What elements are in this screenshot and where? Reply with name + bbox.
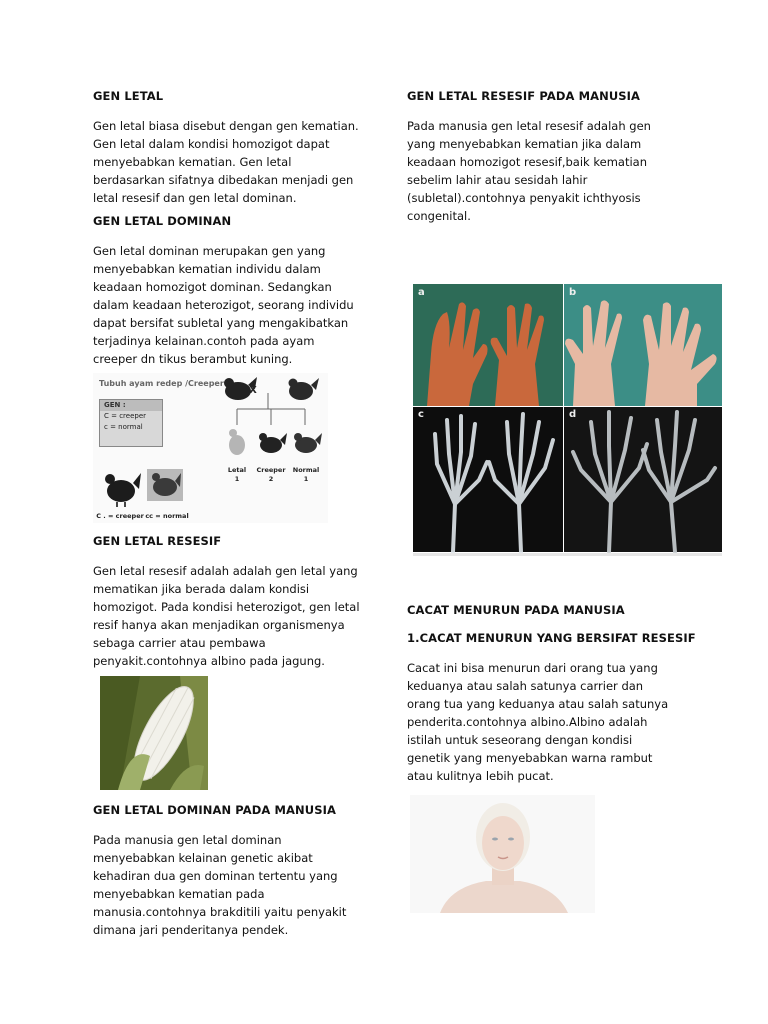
label-creeper-count: 2 xyxy=(268,475,274,483)
section-gen-letal-dominan-manusia xyxy=(93,803,383,939)
panel-label-d: d xyxy=(569,409,577,420)
text-line: mematikan jika berada dalam kondisi xyxy=(93,582,310,596)
panel-label-c: c xyxy=(418,409,424,420)
label-letal: Letal xyxy=(227,466,247,474)
section-gen-letal-resesif xyxy=(93,534,383,670)
panel-label-a: a xyxy=(418,287,425,298)
label-normal: Normal xyxy=(292,466,320,474)
text-line: dimana jari penderitanya pendek. xyxy=(93,923,289,937)
figure-title: Tubuh ayam redep /Creeper xyxy=(99,379,224,388)
gen-normal: c = normal xyxy=(104,423,143,431)
offspring-letal xyxy=(229,429,245,455)
label-normal-count: 1 xyxy=(303,475,309,483)
text-line: kehadiran dua gen dominan tertentu yang xyxy=(93,869,338,883)
chicken-diagram-svg xyxy=(93,373,328,523)
text-line: menyebabkan kematian. Gen letal xyxy=(93,155,292,169)
text-line: penyakit.contohnya albino pada jagung. xyxy=(93,654,325,668)
text-line: (subletal).contohnya penyakit ichthyosis xyxy=(407,191,641,205)
offspring-normal xyxy=(294,433,322,453)
albino-person-photo xyxy=(410,795,595,913)
text-line: menyebabkan kematian pada xyxy=(93,887,265,901)
text-line: sebaga carrier atau pembawa xyxy=(93,636,266,650)
heading-gen-letal-dominan: GEN LETAL DOMINAN xyxy=(93,214,232,228)
parent-chicken-right xyxy=(289,378,320,400)
text-line: orang tua yang keduanya atau salah satunya xyxy=(407,697,669,711)
text-line: Pada manusia gen letal resesif adalah gen xyxy=(407,119,651,133)
text-line: yang menyebabkan kematian jika dalam xyxy=(407,137,642,151)
section-gen-letal xyxy=(93,89,383,207)
text-line: keadaan homozigot resesif,baik kematian xyxy=(407,155,647,169)
creeper-chicken-figure xyxy=(93,373,328,523)
label-letal-count: 1 xyxy=(234,475,240,483)
heading-cacat-menurun: CACAT MENURUN PADA MANUSIA xyxy=(407,603,625,617)
text-line: genetik yang menyebabkan warna rambut xyxy=(407,751,653,765)
text-line: Gen letal dominan merupakan gen yang xyxy=(93,244,326,258)
text-line: penderita.contohnya albino.Albino adalah xyxy=(407,715,648,729)
corn-svg xyxy=(100,676,208,790)
bottom-chicken-creeper xyxy=(105,473,141,507)
panel-label-b: b xyxy=(569,287,577,298)
text-line: letal resesif dan gen letal dominan. xyxy=(93,191,297,205)
section-gen-letal-resesif-manusia xyxy=(407,89,707,225)
heading-gen-letal-resesif: GEN LETAL RESESIF xyxy=(93,534,222,548)
text-line: homozigot. Pada kondisi heterozigot, gen letal xyxy=(93,600,360,614)
text-line: keadaan homozigot dominan. Sedangkan xyxy=(93,280,332,294)
text-line: dalam keadaan heterozigot, seorang individu xyxy=(93,298,354,312)
text-line: atau kulitnya lebih pucat. xyxy=(407,769,554,783)
text-line: menyebabkan kematian individu dalam xyxy=(93,262,321,276)
heading-gen-letal: GEN LETAL xyxy=(93,89,164,103)
text-line: keduanya atau salah satunya carrier dan xyxy=(407,679,644,693)
text-line: sebelim lahir atau sesidah lahir xyxy=(407,173,588,187)
section-cacat-menurun xyxy=(407,603,707,785)
label-c-creeper: C . = creeper xyxy=(96,512,144,520)
text-line: berdasarkan sifatnya dibedakan menjadi gen xyxy=(93,173,354,187)
text-line: Cacat ini bisa menurun dari orang tua yang xyxy=(407,661,658,675)
text-line: Gen letal biasa disebut dengan gen kematian. xyxy=(93,119,359,133)
albino-corn-photo xyxy=(100,676,208,790)
text-line: resif hanya akan menjadikan organismenya xyxy=(93,618,345,632)
text-line: manusia.contohnya brakditili yaitu penyakit xyxy=(93,905,347,919)
subheading-cacat-resesif: 1.CACAT MENURUN YANG BERSIFAT RESESIF xyxy=(407,631,696,645)
hands-svg xyxy=(413,284,722,556)
text-line: istilah untuk seseorang dengan kondisi xyxy=(407,733,633,747)
albino-svg xyxy=(410,795,595,913)
text-line: congenital. xyxy=(407,209,471,223)
label-creeper: Creeper xyxy=(256,466,286,474)
gen-creeper: C = creeper xyxy=(104,412,147,420)
text-line: terjadinya kelainan.contoh pada ayam xyxy=(93,334,315,348)
offspring-creeper xyxy=(259,433,287,453)
section-gen-letal-dominan xyxy=(93,214,383,368)
label-cc-normal: cc = normal xyxy=(145,512,189,520)
text-line: dapat bersifat subletal yang mengakibatkan xyxy=(93,316,349,330)
heading-gen-letal-dominan-manusia: GEN LETAL DOMINAN PADA MANUSIA xyxy=(93,803,336,817)
text-line: creeper dn tikus berambut kuning. xyxy=(93,352,293,366)
text-line: Pada manusia gen letal dominan xyxy=(93,833,282,847)
text-line: Gen letal resesif adalah adalah gen letal yang xyxy=(93,564,358,578)
heading-gen-letal-resesif-manusia: GEN LETAL RESESIF PADA MANUSIA xyxy=(407,89,641,103)
text-line: menyebabkan kelainan genetic akibat xyxy=(93,851,313,865)
text-line: Gen letal dalam kondisi homozigot dapat xyxy=(93,137,330,151)
hands-figure xyxy=(413,284,722,556)
cross-symbol: X xyxy=(249,385,257,396)
gen-label: GEN : xyxy=(100,400,162,411)
